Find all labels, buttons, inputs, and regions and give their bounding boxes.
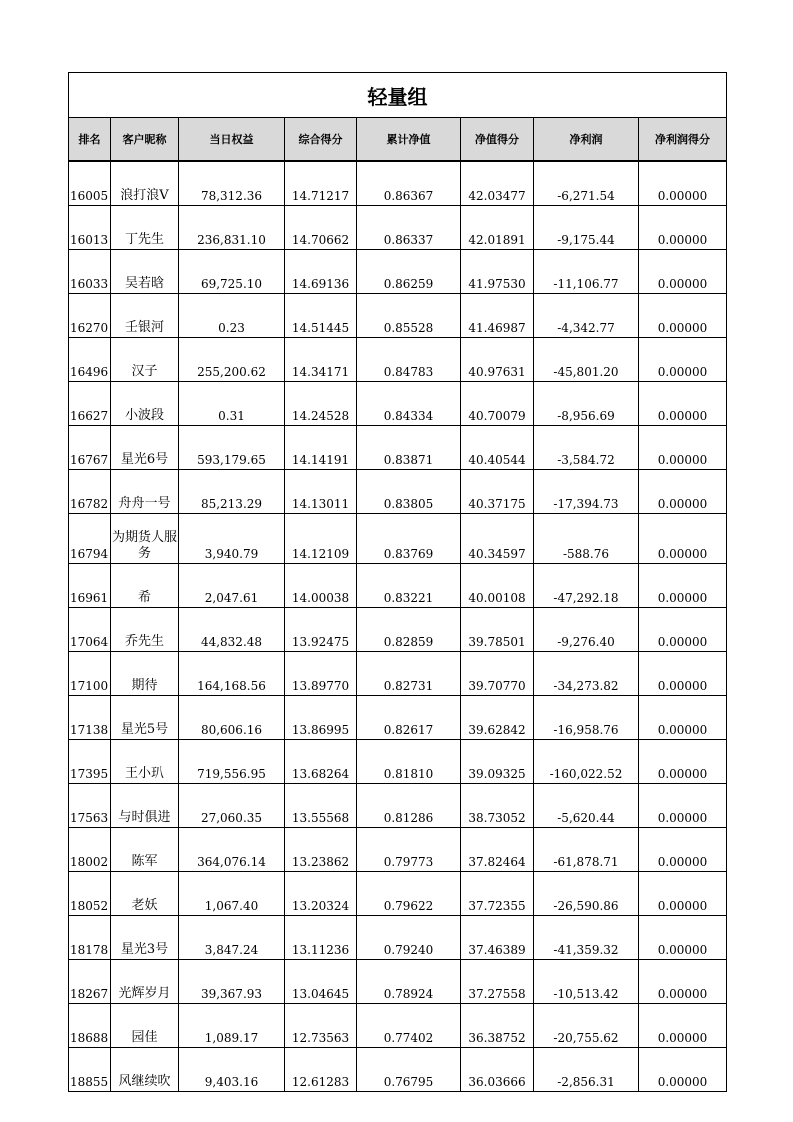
cumulative-nav-cell: 0.79240	[357, 916, 461, 960]
net-profit-cell: -20,755.62	[534, 1004, 639, 1048]
nav-score-cell: 40.97631	[461, 338, 534, 382]
cumulative-nav-cell: 0.76795	[357, 1048, 461, 1092]
net-profit-cell: -588.76	[534, 514, 639, 564]
composite-score-cell: 13.11236	[285, 916, 357, 960]
table-body	[69, 161, 727, 1092]
rank-cell: 16005	[69, 161, 111, 206]
composite-score-cell: 14.34171	[285, 338, 357, 382]
cumulative-nav-cell: 0.79622	[357, 872, 461, 916]
rank-cell: 18688	[69, 1004, 111, 1048]
nav-score-cell: 41.46987	[461, 294, 534, 338]
rank-cell: 17563	[69, 784, 111, 828]
net-profit-cell: -160,022.52	[534, 740, 639, 784]
nickname-cell: 吴若晗	[111, 250, 179, 294]
cumulative-nav-cell: 0.83871	[357, 426, 461, 470]
rank-cell: 18855	[69, 1048, 111, 1092]
sheet-title: 轻量组	[69, 73, 727, 118]
cumulative-nav-cell: 0.86259	[357, 250, 461, 294]
rank-cell: 17138	[69, 696, 111, 740]
nav-score-cell: 40.37175	[461, 470, 534, 514]
header-cumulative-nav: 累计净值	[357, 118, 461, 162]
composite-score-cell: 13.55568	[285, 784, 357, 828]
rank-cell: 16270	[69, 294, 111, 338]
net-profit-score-cell: 0.00000	[639, 1004, 727, 1048]
net-profit-cell: -34,273.82	[534, 652, 639, 696]
rank-cell: 18267	[69, 960, 111, 1004]
nickname-cell: 丁先生	[111, 206, 179, 250]
table-row	[69, 960, 727, 1004]
nav-score-cell: 40.40544	[461, 426, 534, 470]
equity-cell: 255,200.62	[179, 338, 285, 382]
rank-cell: 18002	[69, 828, 111, 872]
equity-cell: 78,312.36	[179, 161, 285, 206]
composite-score-cell: 13.23862	[285, 828, 357, 872]
table-row	[69, 784, 727, 828]
nickname-cell: 汉子	[111, 338, 179, 382]
rank-cell: 16794	[69, 514, 111, 564]
nickname-cell: 舟舟一号	[111, 470, 179, 514]
nav-score-cell: 37.82464	[461, 828, 534, 872]
net-profit-cell: -17,394.73	[534, 470, 639, 514]
net-profit-cell: -2,856.31	[534, 1048, 639, 1092]
net-profit-score-cell: 0.00000	[639, 1048, 727, 1092]
cumulative-nav-cell: 0.86337	[357, 206, 461, 250]
composite-score-cell: 13.68264	[285, 740, 357, 784]
net-profit-cell: -3,584.72	[534, 426, 639, 470]
equity-cell: 719,556.95	[179, 740, 285, 784]
cumulative-nav-cell: 0.84334	[357, 382, 461, 426]
net-profit-score-cell: 0.00000	[639, 161, 727, 206]
cumulative-nav-cell: 0.83805	[357, 470, 461, 514]
nickname-cell: 星光5号	[111, 696, 179, 740]
net-profit-score-cell: 0.00000	[639, 382, 727, 426]
nav-score-cell: 36.03666	[461, 1048, 534, 1092]
cumulative-nav-cell: 0.82617	[357, 696, 461, 740]
header-row	[69, 118, 727, 162]
nav-score-cell: 36.38752	[461, 1004, 534, 1048]
net-profit-cell: -47,292.18	[534, 564, 639, 608]
nickname-cell: 壬银河	[111, 294, 179, 338]
equity-cell: 0.23	[179, 294, 285, 338]
nickname-cell: 园佳	[111, 1004, 179, 1048]
cumulative-nav-cell: 0.81286	[357, 784, 461, 828]
nickname-cell: 老妖	[111, 872, 179, 916]
composite-score-cell: 13.04645	[285, 960, 357, 1004]
net-profit-score-cell: 0.00000	[639, 338, 727, 382]
net-profit-score-cell: 0.00000	[639, 960, 727, 1004]
composite-score-cell: 14.71217	[285, 161, 357, 206]
composite-score-cell: 12.61283	[285, 1048, 357, 1092]
composite-score-cell: 12.73563	[285, 1004, 357, 1048]
composite-score-cell: 14.12109	[285, 514, 357, 564]
equity-cell: 164,168.56	[179, 652, 285, 696]
equity-cell: 364,076.14	[179, 828, 285, 872]
net-profit-score-cell: 0.00000	[639, 784, 727, 828]
rank-cell: 16961	[69, 564, 111, 608]
equity-cell: 9,403.16	[179, 1048, 285, 1092]
net-profit-score-cell: 0.00000	[639, 564, 727, 608]
equity-cell: 85,213.29	[179, 470, 285, 514]
nickname-cell: 光辉岁月	[111, 960, 179, 1004]
net-profit-cell: -6,271.54	[534, 161, 639, 206]
header-net-profit-score: 净利润得分	[639, 118, 727, 162]
nickname-cell: 星光3号	[111, 916, 179, 960]
table-row	[69, 338, 727, 382]
net-profit-score-cell: 0.00000	[639, 740, 727, 784]
cumulative-nav-cell: 0.77402	[357, 1004, 461, 1048]
header-net-profit: 净利润	[534, 118, 639, 162]
nickname-cell: 陈军	[111, 828, 179, 872]
rank-cell: 16033	[69, 250, 111, 294]
table-row	[69, 828, 727, 872]
rank-cell: 17100	[69, 652, 111, 696]
cumulative-nav-cell: 0.81810	[357, 740, 461, 784]
net-profit-cell: -41,359.32	[534, 916, 639, 960]
equity-cell: 1,089.17	[179, 1004, 285, 1048]
nav-score-cell: 42.03477	[461, 161, 534, 206]
composite-score-cell: 14.69136	[285, 250, 357, 294]
composite-score-cell: 14.14191	[285, 426, 357, 470]
table-row	[69, 382, 727, 426]
nav-score-cell: 39.09325	[461, 740, 534, 784]
table-row	[69, 426, 727, 470]
nickname-cell: 风继续吹	[111, 1048, 179, 1092]
cumulative-nav-cell: 0.84783	[357, 338, 461, 382]
equity-cell: 44,832.48	[179, 608, 285, 652]
nav-score-cell: 37.27558	[461, 960, 534, 1004]
cumulative-nav-cell: 0.85528	[357, 294, 461, 338]
nickname-cell: 希	[111, 564, 179, 608]
composite-score-cell: 13.20324	[285, 872, 357, 916]
nickname-cell: 小波段	[111, 382, 179, 426]
nickname-cell: 乔先生	[111, 608, 179, 652]
composite-score-cell: 13.86995	[285, 696, 357, 740]
equity-cell: 69,725.10	[179, 250, 285, 294]
net-profit-score-cell: 0.00000	[639, 206, 727, 250]
composite-score-cell: 14.24528	[285, 382, 357, 426]
nav-score-cell: 39.70770	[461, 652, 534, 696]
nav-score-cell: 40.34597	[461, 514, 534, 564]
net-profit-cell: -61,878.71	[534, 828, 639, 872]
nav-score-cell: 42.01891	[461, 206, 534, 250]
net-profit-cell: -9,175.44	[534, 206, 639, 250]
table-row	[69, 872, 727, 916]
nickname-cell: 与时俱进	[111, 784, 179, 828]
table-row	[69, 740, 727, 784]
rank-cell: 16013	[69, 206, 111, 250]
net-profit-cell: -5,620.44	[534, 784, 639, 828]
cumulative-nav-cell: 0.78924	[357, 960, 461, 1004]
nav-score-cell: 41.97530	[461, 250, 534, 294]
net-profit-score-cell: 0.00000	[639, 652, 727, 696]
cumulative-nav-cell: 0.82859	[357, 608, 461, 652]
net-profit-cell: -4,342.77	[534, 294, 639, 338]
table-row	[69, 1048, 727, 1092]
net-profit-cell: -8,956.69	[534, 382, 639, 426]
rank-cell: 16782	[69, 470, 111, 514]
net-profit-score-cell: 0.00000	[639, 514, 727, 564]
net-profit-cell: -9,276.40	[534, 608, 639, 652]
composite-score-cell: 13.89770	[285, 652, 357, 696]
equity-cell: 80,606.16	[179, 696, 285, 740]
table-row	[69, 161, 727, 206]
composite-score-cell: 14.51445	[285, 294, 357, 338]
net-profit-score-cell: 0.00000	[639, 470, 727, 514]
equity-cell: 2,047.61	[179, 564, 285, 608]
table-row	[69, 206, 727, 250]
composite-score-cell: 14.70662	[285, 206, 357, 250]
table-row	[69, 294, 727, 338]
header-composite-score: 综合得分	[285, 118, 357, 162]
net-profit-cell: -26,590.86	[534, 872, 639, 916]
nav-score-cell: 38.73052	[461, 784, 534, 828]
net-profit-score-cell: 0.00000	[639, 696, 727, 740]
nickname-cell: 星光6号	[111, 426, 179, 470]
nav-score-cell: 40.70079	[461, 382, 534, 426]
header-rank: 排名	[69, 118, 111, 162]
net-profit-cell: -11,106.77	[534, 250, 639, 294]
net-profit-score-cell: 0.00000	[639, 608, 727, 652]
net-profit-score-cell: 0.00000	[639, 828, 727, 872]
equity-cell: 39,367.93	[179, 960, 285, 1004]
rank-cell: 17064	[69, 608, 111, 652]
net-profit-score-cell: 0.00000	[639, 294, 727, 338]
table-row	[69, 696, 727, 740]
net-profit-cell: -10,513.42	[534, 960, 639, 1004]
table-row	[69, 1004, 727, 1048]
cumulative-nav-cell: 0.83769	[357, 514, 461, 564]
table-row	[69, 608, 727, 652]
ranking-table	[68, 72, 727, 1092]
net-profit-cell: -16,958.76	[534, 696, 639, 740]
nav-score-cell: 39.78501	[461, 608, 534, 652]
table-row	[69, 652, 727, 696]
composite-score-cell: 13.92475	[285, 608, 357, 652]
rank-cell: 16767	[69, 426, 111, 470]
nav-score-cell: 37.46389	[461, 916, 534, 960]
table-row	[69, 470, 727, 514]
nav-score-cell: 37.72355	[461, 872, 534, 916]
cumulative-nav-cell: 0.79773	[357, 828, 461, 872]
equity-cell: 3,847.24	[179, 916, 285, 960]
net-profit-score-cell: 0.00000	[639, 872, 727, 916]
equity-cell: 3,940.79	[179, 514, 285, 564]
rank-cell: 16627	[69, 382, 111, 426]
equity-cell: 593,179.65	[179, 426, 285, 470]
nav-score-cell: 39.62842	[461, 696, 534, 740]
composite-score-cell: 14.00038	[285, 564, 357, 608]
nickname-cell: 为期货人服务	[111, 514, 179, 564]
rank-cell: 16496	[69, 338, 111, 382]
table-row	[69, 916, 727, 960]
table-row	[69, 564, 727, 608]
net-profit-score-cell: 0.00000	[639, 916, 727, 960]
table-row	[69, 250, 727, 294]
equity-cell: 1,067.40	[179, 872, 285, 916]
cumulative-nav-cell: 0.86367	[357, 161, 461, 206]
net-profit-score-cell: 0.00000	[639, 426, 727, 470]
equity-cell: 236,831.10	[179, 206, 285, 250]
net-profit-score-cell: 0.00000	[639, 250, 727, 294]
nav-score-cell: 40.00108	[461, 564, 534, 608]
nickname-cell: 浪打浪V	[111, 161, 179, 206]
header-nickname: 客户昵称	[111, 118, 179, 162]
net-profit-cell: -45,801.20	[534, 338, 639, 382]
table-row	[69, 514, 727, 564]
equity-cell: 27,060.35	[179, 784, 285, 828]
nickname-cell: 王小玐	[111, 740, 179, 784]
header-nav-score: 净值得分	[461, 118, 534, 162]
nickname-cell: 期待	[111, 652, 179, 696]
rank-cell: 18052	[69, 872, 111, 916]
equity-cell: 0.31	[179, 382, 285, 426]
composite-score-cell: 14.13011	[285, 470, 357, 514]
cumulative-nav-cell: 0.83221	[357, 564, 461, 608]
header-equity: 当日权益	[179, 118, 285, 162]
rank-cell: 18178	[69, 916, 111, 960]
rank-cell: 17395	[69, 740, 111, 784]
cumulative-nav-cell: 0.82731	[357, 652, 461, 696]
